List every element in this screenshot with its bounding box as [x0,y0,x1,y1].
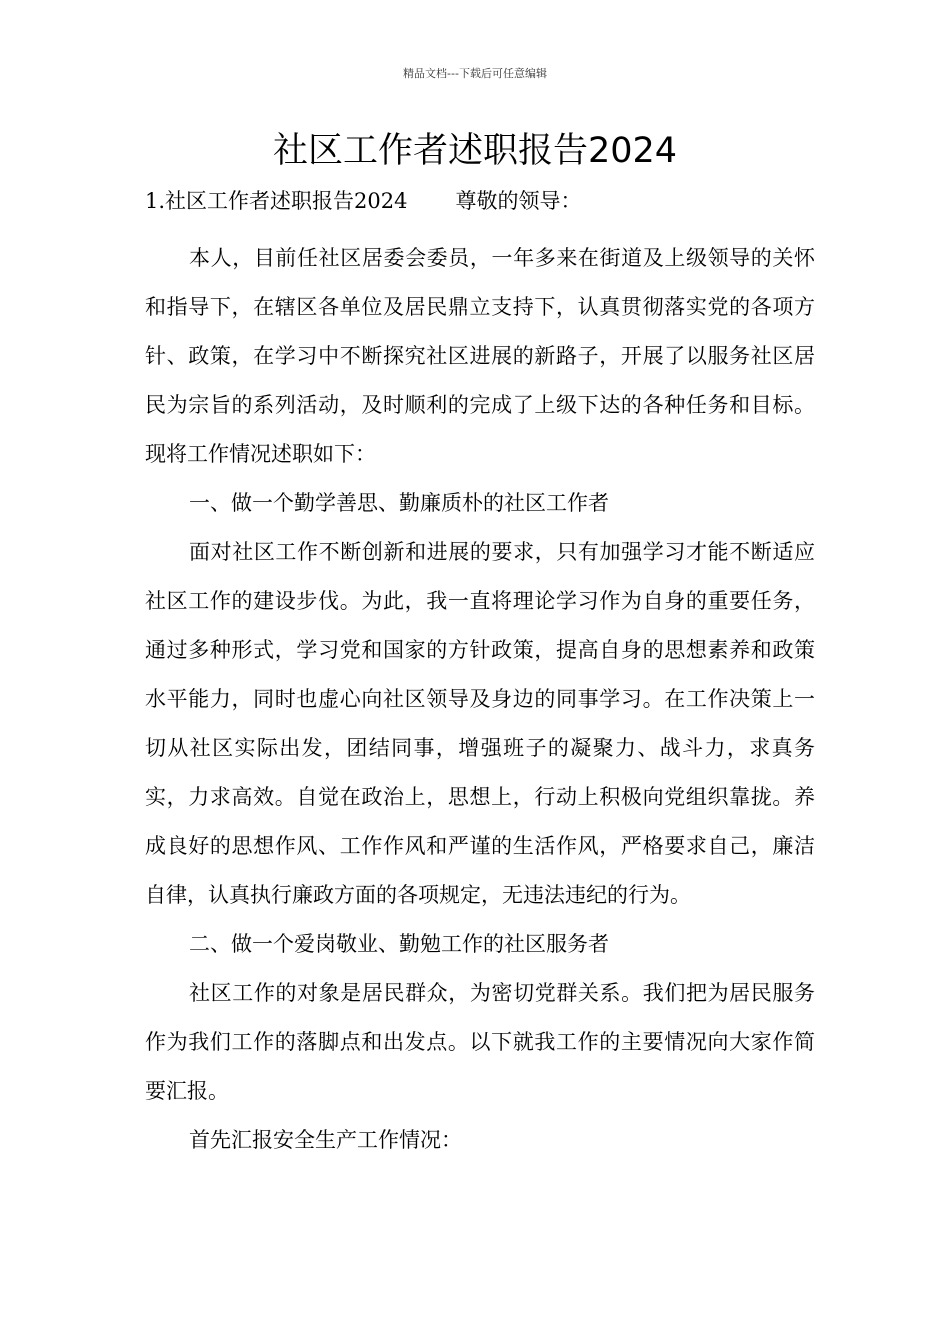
intro-item: 1.社区工作者述职报告2024 [145,189,408,213]
paragraph-section-2: 社区工作的对象是居民群众，为密切党群关系。我们把为居民服务作为我们工作的落脚点和出发点。以下就我工作的主要情况向大家作简要汇报。 [145,981,815,1103]
header-note: 精品文档---下载后可任意编辑 [403,67,547,80]
paragraph-section-1: 面对社区工作不断创新和进展的要求，只有加强学习才能不断适应社区工作的建设步伐。为此，我一直将理论学习作为自身的重要任务，通过多种形式，学习党和国家的方针政策，提高自身的思想素养和政策水平能力，同时也虚心向社区领导及身边的同事学习。在工作决策上一切从社区实际出发，团结同事，增强班子的凝聚力、战斗力，求真务实，力求高效。自觉在政治上，思想上，行动上积极向党组织靠拢。养成良好的思想作风、工作作风和严谨的生活作风，严格要求自己，廉洁自律，认真执行廉政方面的各项规定，无违法违纪的行为。 [145,540,815,907]
section-heading-1: 一、做一个勤学善思、勤廉质朴的社区工作者 [189,491,609,515]
salutation: 尊敬的领导： [455,189,582,213]
document-body [145,186,815,1165]
paragraph-safety-intro: 首先汇报安全生产工作情况： [189,1128,462,1152]
document-title: 社区工作者述职报告2024 [272,131,678,171]
section-heading-2: 二、做一个爱岗敬业、勤勉工作的社区服务者 [189,932,609,956]
paragraph-intro: 本人，目前任社区居委会委员，一年多来在街道及上级领导的关怀和指导下，在辖区各单位及居民鼎立支持下，认真贯彻落实党的各项方针、政策，在学习中不断探究社区进展的新路子，开展了以服务社区居民为宗旨的系列活动，及时顺利的完成了上级下达的各种任务和目标。现将工作情况述职如下： [145,246,815,466]
intro-line [145,186,815,216]
